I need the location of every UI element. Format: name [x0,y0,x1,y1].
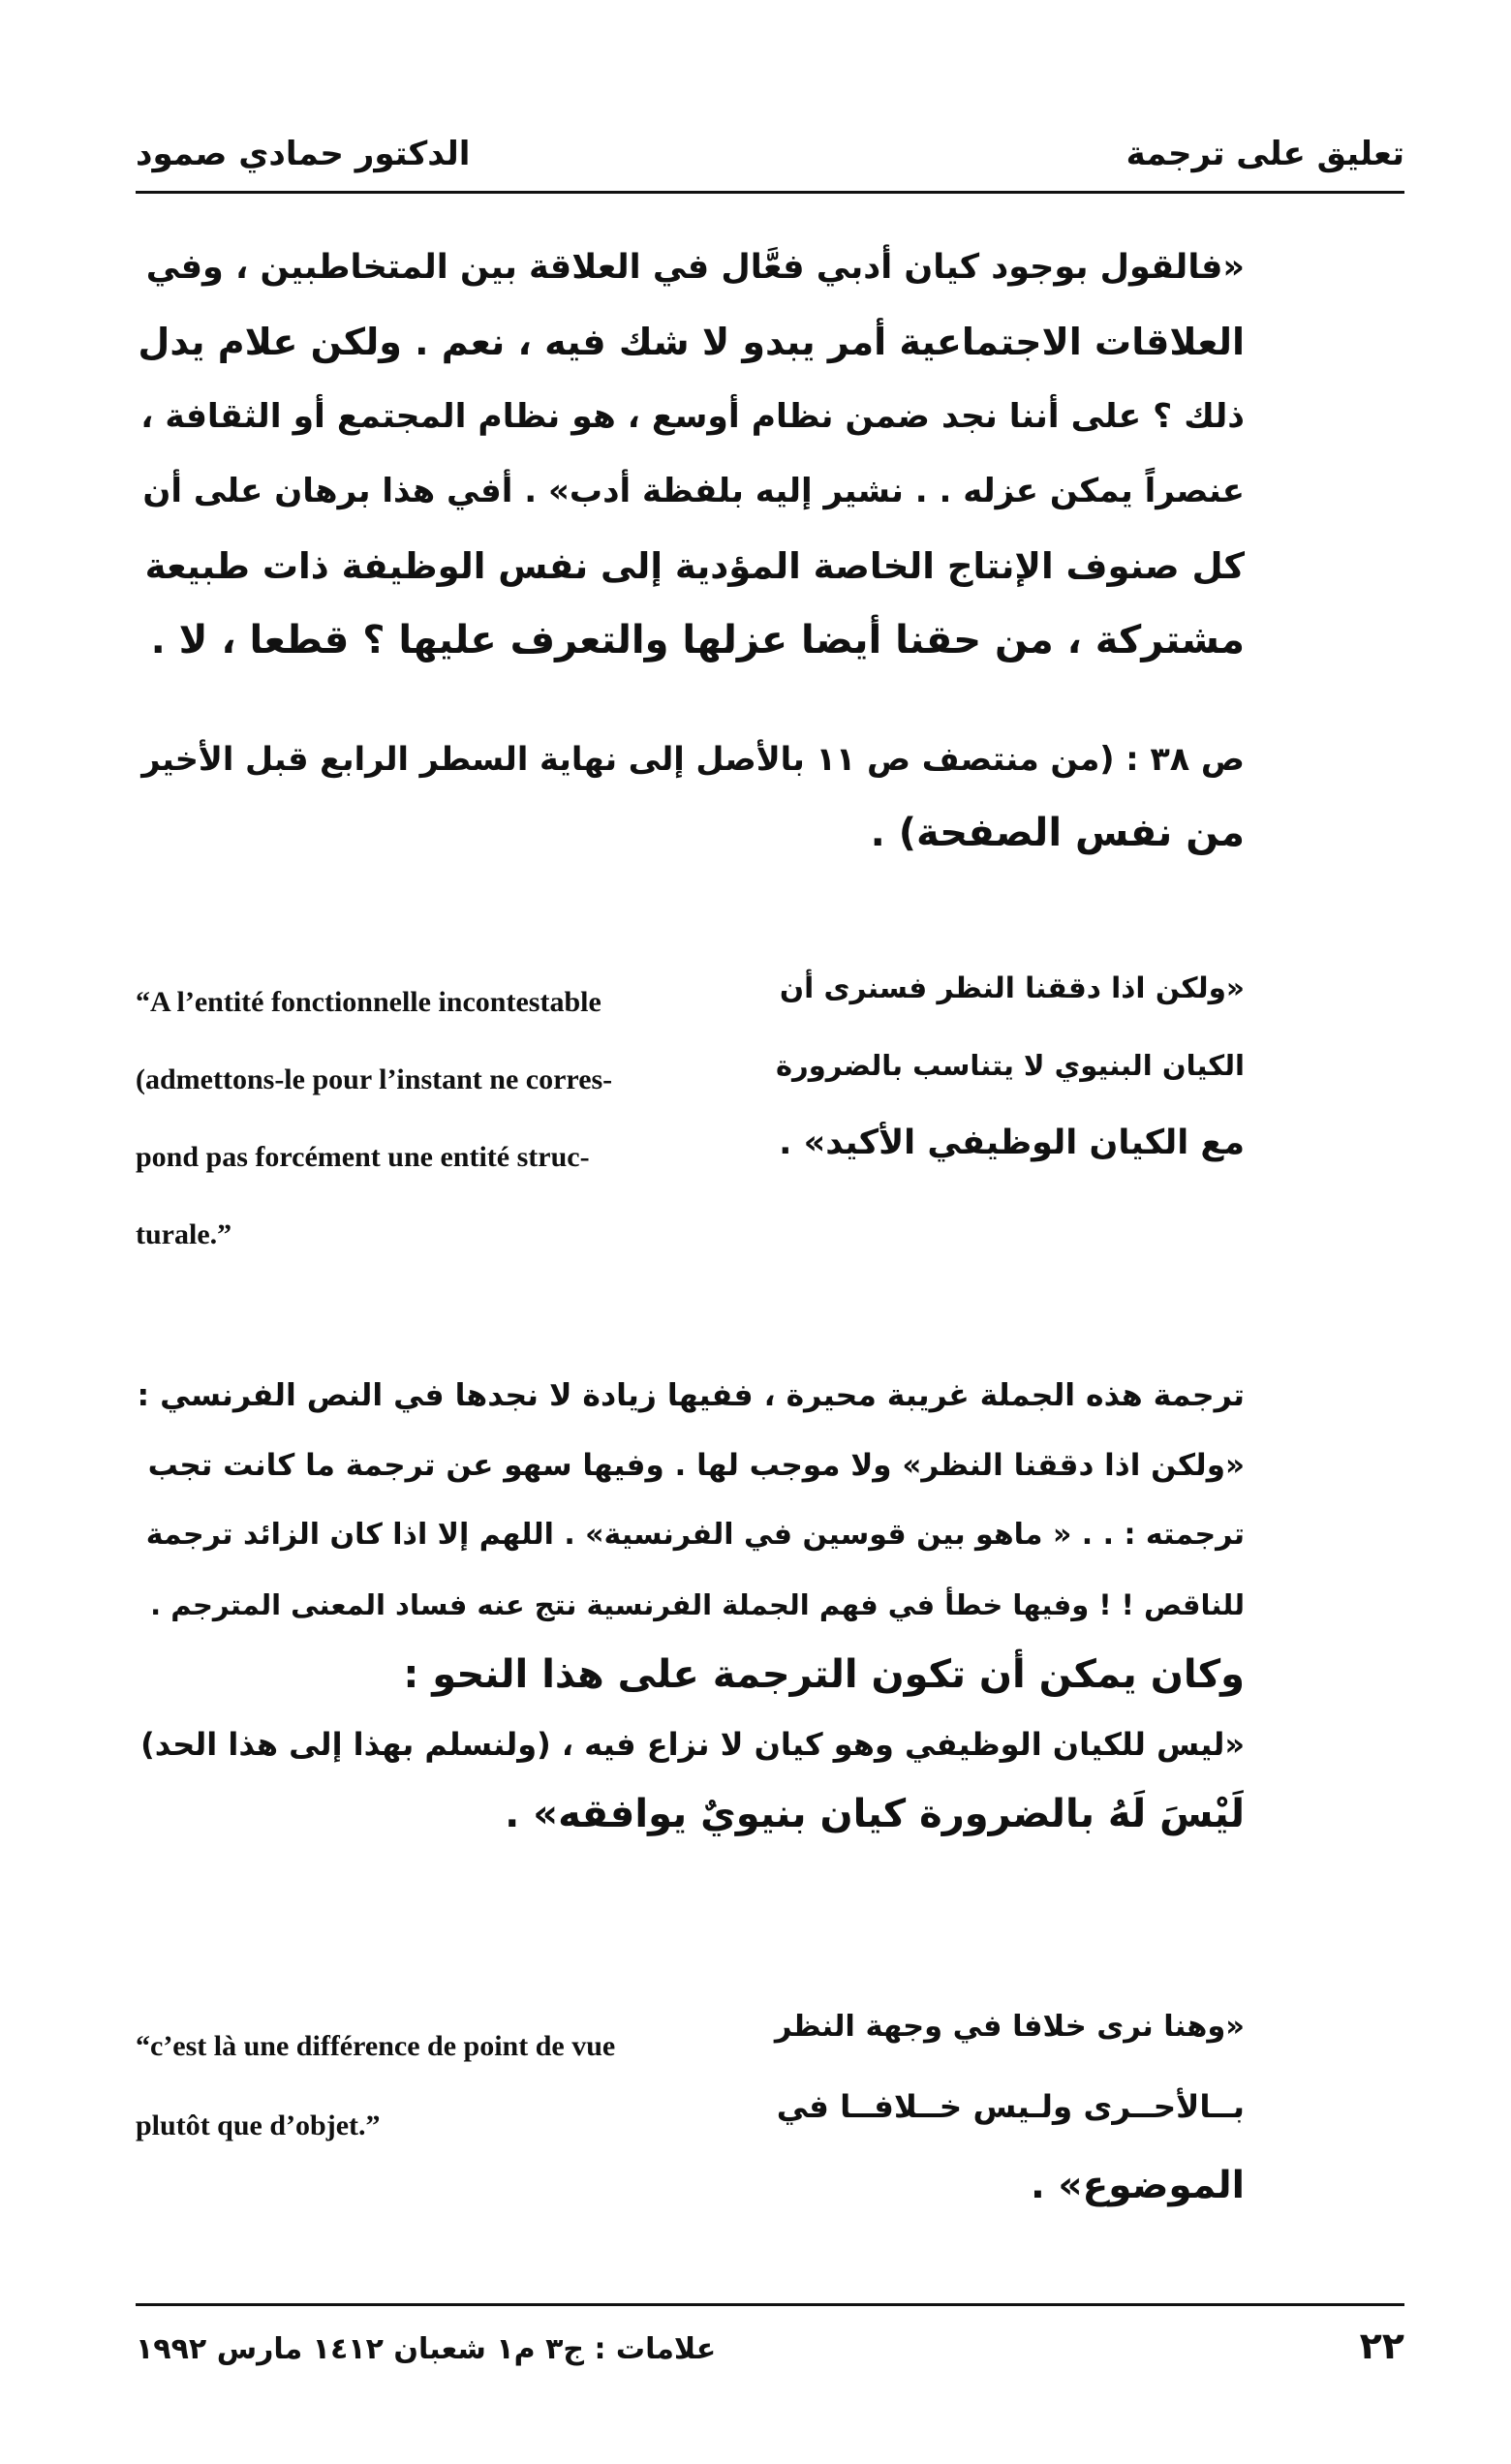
footer-rule [136,2303,1404,2306]
arabic-translation-line: مع الكيان الوظيفي الأكيد» . [779,1124,1245,1162]
page-number: ٢٢ [1359,2325,1404,2367]
french-original-line: “A l’entité fonctionnelle incontestable [136,986,601,1018]
arabic-translation-line: «ولكن اذا دققنا النظر فسنرى أن [779,971,1245,1004]
arabic-translation-2 [775,1987,1245,2226]
arabic-translation-line: بــالأحــرى ولـيس خــلافــا في [776,2088,1245,2125]
header-title: تعليق على ترجمة [1126,135,1404,173]
commentary-line: ترجمته : . . « ماهو بين قوسين في الفرنسية» . اللهم إلا اذا كان الزائد ترجمة [145,1518,1245,1552]
arabic-translation-line: الموضوع» . [1031,2164,1245,2207]
french-original-1 [136,964,736,1274]
header-author: الدكتور حمادي صمود [136,135,471,173]
french-original-line: “c’est là une différence de point de vue [136,2030,616,2062]
commentary-line: للناقص ! ! وفيها خطأ في فهم الجملة الفرنسية نتج عنه فساد المعنى المترجم . [150,1588,1245,1621]
quote-line: العلاقات الاجتماعية أمر يبدو لا شك فيه ، نعم . ولكن علام يدل [138,321,1245,363]
page-reference-line: ص ٣٨ : (من منتصف ص ١١ بالأصل إلى نهاية السطر الرابع قبل الأخير [141,740,1245,778]
commentary-line: ترجمة هذه الجملة غريبة محيرة ، ففيها زيادة لا نجدها في النص الفرنسي : [137,1378,1245,1413]
commentary-line: «ولكن اذا دققنا النظر» ولا موجب لها . وفيها سهو عن ترجمة ما كانت تجب [147,1448,1245,1483]
running-header [136,131,1404,189]
quote-line: عنصراً يمكن عزله . . نشير إليه بلفظة أدب» . أفي هذا برهان على أن [142,472,1245,510]
commentary-line: «ليس للكيان الوظيفي وهو كيان لا نزاع فيه ، (ولنسلم بهذا إلى هذا الحد) [140,1726,1245,1763]
french-original-line: (admettons-le pour l’instant ne corres- [136,1063,613,1095]
commentary-line: وكان يمكن أن تكون الترجمة على هذا النحو : [403,1652,1245,1697]
running-footer [136,2325,1404,2383]
commentary [136,1361,1245,1849]
quote-line: ذلك ؟ على أننا نجد ضمن نظام أوسع ، هو نظام المجتمع أو الثقافة ، [140,397,1245,436]
french-original-line: plutôt que d’objet.” [136,2110,381,2141]
quote-line: كل صنوف الإنتاج الخاصة المؤدية إلى نفس الوظيفة ذات طبيعة [144,545,1245,587]
quote-line: مشتركة ، من حقنا أيضا عزلها والتعرف عليها ؟ قطعا ، لا . [150,618,1245,662]
page-reference-line: من نفس الصفحة) . [870,811,1245,855]
arabic-translation-1 [775,949,1245,1182]
french-original-line: pond pas forcément une entité struc- [136,1141,590,1173]
journal-citation: علامات : ج٣ م١ شعبان ١٤١٢ مارس ١٩٩٢ [136,2332,717,2366]
commentary-line: لَيْسَ لَهُ بالضرورة كيان بنيويٌ يوافقه» . [505,1792,1245,1836]
quote-block [136,231,1245,678]
french-original-2 [136,2007,736,2166]
arabic-translation-line: «وهنا نرى خلافا في وجهة النظر [774,2010,1245,2044]
quote-line: «فالقول بوجود كيان أدبي فعَّال في العلاقة بين المتخاطبين ، وفي [145,248,1245,287]
arabic-translation-line: الكيان البنيوي لا يتناسب بالضرورة [775,1049,1245,1082]
page-reference [136,722,1245,871]
header-rule [136,191,1404,194]
french-original-line: turale.” [136,1218,232,1250]
